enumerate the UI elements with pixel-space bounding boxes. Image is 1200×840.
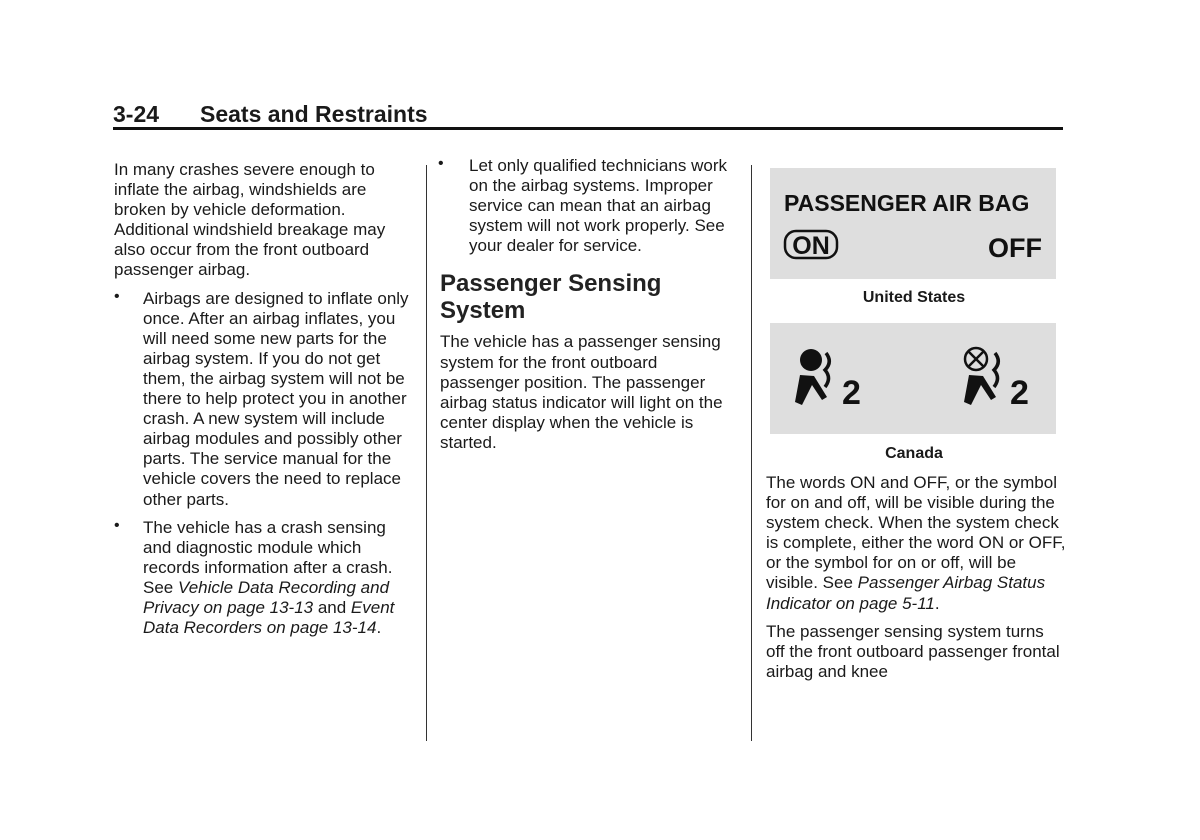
- sensing-system-turns-off-paragraph: The passenger sensing system turns off the front outboard passenger frontal airbag and knee: [766, 621, 1060, 681]
- paragraph-text: The words ON and OFF, or the symbol for on and off, will be visible during the system check. When the system check is complete, either the word ON or OFF, or the symbol for on or off, will be visible. See: [766, 473, 1066, 593]
- bullet-airbags-inflate-once: [114, 289, 414, 510]
- section-title: Seats and Restraints: [200, 101, 428, 127]
- column-divider-left: [426, 165, 427, 741]
- off-symbol-number: 2: [1010, 374, 1029, 412]
- bullet-text-end: .: [376, 618, 382, 638]
- column-left: [114, 160, 414, 646]
- indicator-visibility-paragraph: [766, 473, 1066, 614]
- page-number: 3-24: [113, 101, 160, 127]
- bullet-text-start: The vehicle has a crash sensing and diagnostic module which records information after a crash. See: [143, 517, 393, 597]
- bullet-text: Airbags are designed to inflate only once. After an airbag inflates, you will need some new parts for the airbag system. If you do not get them, the airbag system will not be there to help protect you in another crash. A new system will include airbag modules and possibly other parts. The service manual for the vehicle covers the need to replace other parts.: [143, 288, 409, 509]
- passenger-airbag-off-icon: [964, 348, 1029, 412]
- column-right: [766, 473, 1066, 690]
- bullet-icon: •: [114, 516, 120, 534]
- bullet-text-and: and: [313, 597, 351, 617]
- reference-vehicle-data-recording: Vehicle Data Recording and Privacy on page 13-13: [143, 577, 390, 617]
- figure-caption-us: United States: [862, 289, 966, 306]
- bullet-qualified-technicians: [440, 156, 735, 256]
- on-label: ON: [792, 232, 830, 260]
- bullet-crash-sensing-module: [114, 518, 414, 639]
- figure-caption-canada: Canada: [885, 445, 943, 462]
- indicator-title: PASSENGER AIR BAG: [784, 190, 1030, 216]
- column-divider-right: [751, 165, 752, 741]
- passenger-sensing-paragraph: The vehicle has a passenger sensing system for the front outboard passenger position. The passenger airbag status indicator will light on the center display when the vehicle is started.: [440, 332, 723, 452]
- reference-passenger-airbag-status: Passenger Airbag Status Indicator on page 5-11: [766, 573, 1046, 613]
- page-header: [113, 100, 1063, 130]
- on-symbol-number: 2: [842, 374, 861, 412]
- section-heading: Passenger Sensing System: [440, 270, 662, 325]
- us-indicator-graphic: [770, 168, 1056, 279]
- intro-paragraph: In many crashes severe enough to inflate the airbag, windshields are broken by vehicle deformation. Additional windshield breakage may also occur from the front outboard passenger airbag.: [114, 160, 386, 280]
- bullet-icon: •: [114, 287, 120, 305]
- canada-indicator-graphic: [770, 323, 1056, 434]
- passenger-airbag-on-icon: [795, 349, 861, 412]
- bullet-icon: •: [438, 155, 444, 172]
- us-indicator-figure: [770, 168, 1056, 279]
- off-label: OFF: [988, 233, 1042, 263]
- canada-indicator-figure: [770, 323, 1056, 434]
- paragraph-text-end: .: [934, 593, 940, 613]
- column-middle: [440, 156, 735, 461]
- bullet-text: Let only qualified technicians work on the airbag systems. Improper service can mean that an airbag system will not work properly. See your dealer for service.: [469, 156, 727, 256]
- reference-event-data-recorders: Event Data Recorders on page 13-14: [143, 597, 395, 638]
